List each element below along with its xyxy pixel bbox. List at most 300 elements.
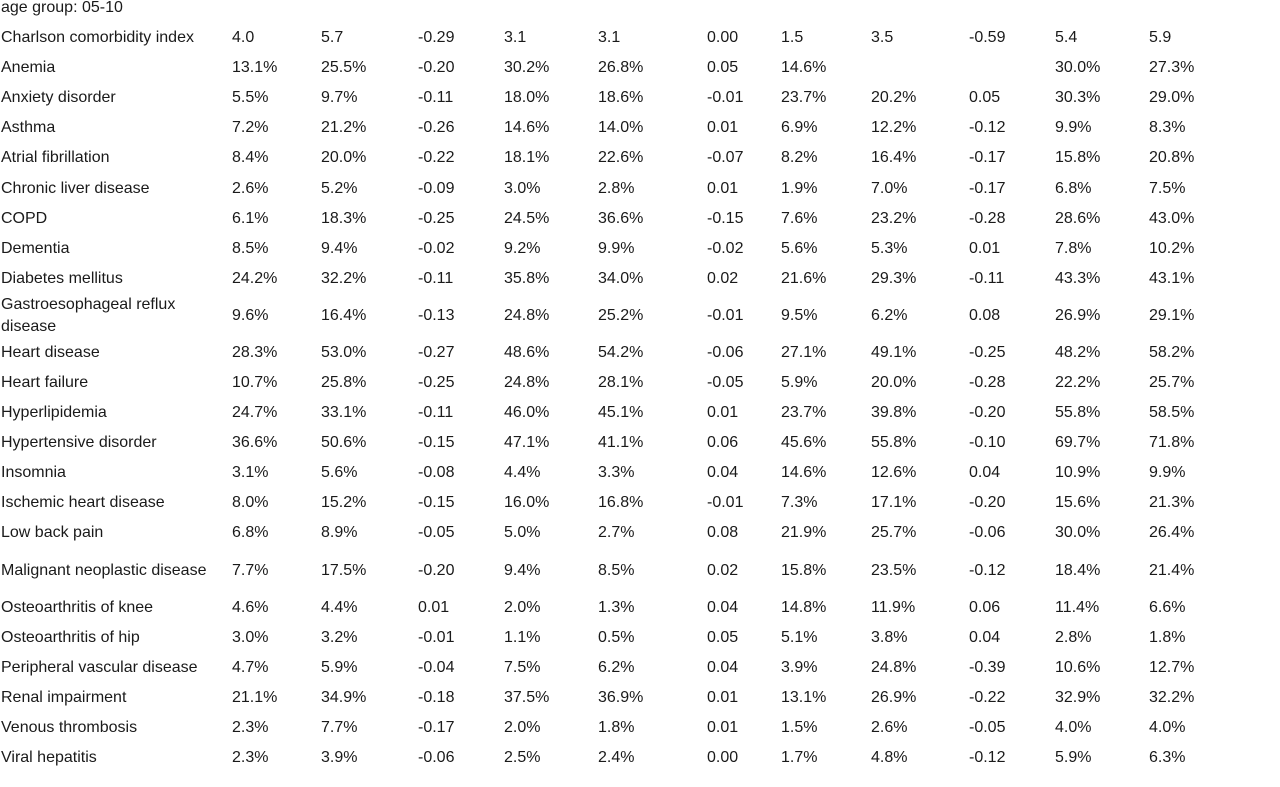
table-cell: -0.15 xyxy=(707,209,744,227)
table-cell: 8.5% xyxy=(598,561,635,579)
table-cell: -0.11 xyxy=(418,89,454,107)
table-cell: 5.9% xyxy=(1055,749,1092,767)
table-cell: 35.8% xyxy=(504,269,550,287)
table-cell: -0.28 xyxy=(969,373,1006,391)
table-cell: 1.3% xyxy=(598,598,635,616)
table-cell: -0.11 xyxy=(969,269,1005,287)
table-cell: 45.1% xyxy=(598,404,644,422)
table-cell: 1.5 xyxy=(781,29,804,47)
table-cell: 15.6% xyxy=(1055,494,1101,512)
table-cell: 25.2% xyxy=(598,306,644,324)
row-label: Hypertensive disorder xyxy=(1,434,157,452)
table-cell: -0.20 xyxy=(969,494,1006,512)
table-cell: 25.5% xyxy=(321,59,367,77)
table-cell: 9.7% xyxy=(321,89,358,107)
table-cell: 10.9% xyxy=(1055,464,1101,482)
table-cell: 16.4% xyxy=(321,306,367,324)
table-cell: 0.01 xyxy=(707,179,739,197)
row-label: Atrial fibrillation xyxy=(1,149,110,167)
table-cell: 22.2% xyxy=(1055,373,1101,391)
table-cell: 10.6% xyxy=(1055,658,1101,676)
table-cell: 9.4% xyxy=(321,239,358,257)
table-cell: 5.5% xyxy=(232,89,269,107)
table-cell: 0.01 xyxy=(707,688,739,706)
table-cell: -0.15 xyxy=(418,434,455,452)
table-cell: -0.12 xyxy=(969,561,1006,579)
table-cell: -0.01 xyxy=(707,89,744,107)
table-cell: 12.2% xyxy=(871,119,917,137)
table-cell: 5.6% xyxy=(321,464,358,482)
table-cell: 37.5% xyxy=(504,688,550,706)
table-cell: 21.6% xyxy=(781,269,827,287)
table-cell: 0.05 xyxy=(969,89,1001,107)
table-cell: 0.00 xyxy=(707,749,739,767)
row-label: Hyperlipidemia xyxy=(1,404,107,422)
table-cell: 4.0% xyxy=(1055,718,1092,736)
table-cell: 0.04 xyxy=(707,598,739,616)
table-cell: 4.0% xyxy=(1149,718,1186,736)
table-row xyxy=(0,264,1280,294)
table-cell: 36.9% xyxy=(598,688,644,706)
row-label: Peripheral vascular disease xyxy=(1,658,198,676)
table-cell: 9.6% xyxy=(232,306,269,324)
table-cell: 9.2% xyxy=(504,239,541,257)
table-cell: 7.6% xyxy=(781,209,818,227)
table-cell: 6.9% xyxy=(781,119,818,137)
table-cell: -0.22 xyxy=(418,149,455,167)
table-cell: 6.2% xyxy=(871,306,908,324)
table-cell: -0.02 xyxy=(707,239,744,257)
row-label: Osteoarthritis of knee xyxy=(1,598,154,616)
table-cell: 25.7% xyxy=(871,524,917,542)
table-cell: 7.8% xyxy=(1055,239,1092,257)
table-cell: 55.8% xyxy=(871,434,917,452)
table-cell: 0.04 xyxy=(969,628,1001,646)
table-cell: 0.05 xyxy=(707,628,739,646)
table-cell: 24.7% xyxy=(232,404,278,422)
table-cell: 20.0% xyxy=(871,373,917,391)
table-cell: 21.2% xyxy=(321,119,367,137)
table-cell: 0.08 xyxy=(707,524,739,542)
table-cell: 9.4% xyxy=(504,561,541,579)
table-cell: 3.0% xyxy=(232,628,269,646)
table-cell: 12.7% xyxy=(1149,658,1195,676)
table-cell: 10.7% xyxy=(232,373,278,391)
table-cell: 58.5% xyxy=(1149,404,1195,422)
table-cell: 45.6% xyxy=(781,434,827,452)
table-cell: -0.07 xyxy=(707,149,744,167)
table-cell: 0.00 xyxy=(707,29,739,47)
table-cell: 6.2% xyxy=(598,658,635,676)
table-cell: 20.0% xyxy=(321,149,367,167)
table-cell: 18.4% xyxy=(1055,561,1101,579)
table-cell: 6.3% xyxy=(1149,749,1186,767)
table-cell: 0.02 xyxy=(707,561,739,579)
table-cell: 49.1% xyxy=(871,343,917,361)
table-cell: -0.01 xyxy=(418,628,455,646)
row-label: Heart failure xyxy=(1,373,89,391)
table-cell: 21.3% xyxy=(1149,494,1195,512)
table-row xyxy=(0,83,1280,113)
table-cell: 1.5% xyxy=(781,718,818,736)
table-cell: 1.9% xyxy=(781,179,818,197)
row-label: Viral hepatitis xyxy=(1,749,97,767)
row-label: Low back pain xyxy=(1,524,104,542)
table-cell: 2.4% xyxy=(598,749,635,767)
table-cell: 32.2% xyxy=(321,269,367,287)
table-row xyxy=(0,488,1280,518)
table-row xyxy=(0,398,1280,428)
row-label: COPD xyxy=(1,209,48,227)
row-label: Venous thrombosis xyxy=(1,718,138,736)
table-cell: 23.7% xyxy=(781,404,827,422)
table-cell: -0.29 xyxy=(418,29,455,47)
table-cell: 3.2% xyxy=(321,628,358,646)
table-cell: 2.8% xyxy=(598,179,635,197)
table-cell: 36.6% xyxy=(598,209,644,227)
table-cell: 2.0% xyxy=(504,598,541,616)
table-cell: 4.0 xyxy=(232,29,255,47)
table-cell: 7.5% xyxy=(504,658,541,676)
table-cell: -0.06 xyxy=(418,749,455,767)
table-cell: 28.1% xyxy=(598,373,644,391)
table-cell: -0.27 xyxy=(418,343,455,361)
table-row xyxy=(0,338,1280,368)
table-cell: 0.5% xyxy=(598,628,635,646)
table-cell: 14.6% xyxy=(504,119,550,137)
table-cell: 14.8% xyxy=(781,598,827,616)
table-cell: 17.5% xyxy=(321,561,367,579)
table-cell: 24.5% xyxy=(504,209,550,227)
table-cell: 29.1% xyxy=(1149,306,1195,324)
table-cell: -0.20 xyxy=(969,404,1006,422)
table-cell: -0.12 xyxy=(969,749,1006,767)
table-cell: 4.8% xyxy=(871,749,908,767)
table-cell: 3.9% xyxy=(781,658,818,676)
row-label: Renal impairment xyxy=(1,688,127,706)
table-cell: 6.6% xyxy=(1149,598,1186,616)
table-cell: 50.6% xyxy=(321,434,367,452)
table-cell: 54.2% xyxy=(598,343,644,361)
table-cell: 9.9% xyxy=(1149,464,1186,482)
table-cell: -0.05 xyxy=(418,524,455,542)
table-cell: 24.8% xyxy=(504,373,550,391)
table-cell: 12.6% xyxy=(871,464,917,482)
table-row xyxy=(0,204,1280,234)
row-label: Charlson comorbidity index xyxy=(1,29,194,47)
table-cell: -0.15 xyxy=(418,494,455,512)
table-cell: 34.9% xyxy=(321,688,367,706)
table-cell: -0.09 xyxy=(418,179,455,197)
table-cell: 24.8% xyxy=(871,658,917,676)
row-label: Gastroesophageal reflux disease xyxy=(1,295,176,335)
table-cell: 23.7% xyxy=(781,89,827,107)
row-label: Diabetes mellitus xyxy=(1,269,123,287)
table-cell: 43.1% xyxy=(1149,269,1195,287)
table-cell: 8.3% xyxy=(1149,119,1186,137)
table-cell: 20.8% xyxy=(1149,149,1195,167)
table-cell: 46.0% xyxy=(504,404,550,422)
table-cell: 0.06 xyxy=(969,598,1001,616)
table-cell: 23.2% xyxy=(871,209,917,227)
row-label: Osteoarthritis of hip xyxy=(1,628,140,646)
table-cell: 5.9% xyxy=(321,658,358,676)
table-cell: 25.7% xyxy=(1149,373,1195,391)
table-cell: 8.9% xyxy=(321,524,358,542)
table-cell: 7.7% xyxy=(321,718,358,736)
table-cell: 3.8% xyxy=(871,628,908,646)
table-cell: 30.2% xyxy=(504,59,550,77)
table-cell: 13.1% xyxy=(781,688,827,706)
table-cell: 0.01 xyxy=(707,119,739,137)
table-cell: 4.4% xyxy=(321,598,358,616)
row-label: Chronic liver disease xyxy=(1,179,150,197)
table-cell: 15.8% xyxy=(781,561,827,579)
table-cell: 36.6% xyxy=(232,434,278,452)
table-cell: 5.9 xyxy=(1149,29,1172,47)
table-cell: 25.8% xyxy=(321,373,367,391)
row-label: Dementia xyxy=(1,239,70,257)
table-row xyxy=(0,713,1280,743)
table-cell: 7.0% xyxy=(871,179,908,197)
table-cell: -0.06 xyxy=(969,524,1006,542)
table-cell: 9.9% xyxy=(598,239,635,257)
comorbidity-table xyxy=(0,23,1280,773)
table-cell: 0.01 xyxy=(418,598,450,616)
table-cell: 34.0% xyxy=(598,269,644,287)
table-cell: -0.22 xyxy=(969,688,1006,706)
table-cell: -0.01 xyxy=(707,306,744,324)
table-cell: -0.25 xyxy=(418,373,455,391)
table-cell: 28.3% xyxy=(232,343,278,361)
table-cell: 24.2% xyxy=(232,269,278,287)
table-cell: -0.59 xyxy=(969,29,1006,47)
table-cell: 5.1% xyxy=(781,628,818,646)
table-cell: 26.9% xyxy=(1055,306,1101,324)
table-cell: 3.1 xyxy=(504,29,527,47)
table-cell: 16.4% xyxy=(871,149,917,167)
table-cell: 2.6% xyxy=(232,179,269,197)
table-cell: 27.1% xyxy=(781,343,827,361)
table-cell: 43.3% xyxy=(1055,269,1101,287)
row-label: Heart disease xyxy=(1,343,100,361)
table-cell: -0.10 xyxy=(969,434,1006,452)
table-cell: 47.1% xyxy=(504,434,550,452)
table-row xyxy=(0,683,1280,713)
table-cell: 30.0% xyxy=(1055,59,1101,77)
table-cell: 8.5% xyxy=(232,239,269,257)
table-row xyxy=(0,53,1280,83)
table-cell: 7.5% xyxy=(1149,179,1186,197)
table-cell: -0.05 xyxy=(969,718,1006,736)
table-row xyxy=(0,653,1280,683)
table-cell: -0.39 xyxy=(969,658,1006,676)
table-cell: 7.2% xyxy=(232,119,269,137)
table-cell: 17.1% xyxy=(871,494,917,512)
table-cell: 8.2% xyxy=(781,149,818,167)
table-cell: 0.04 xyxy=(969,464,1001,482)
table-cell: 27.3% xyxy=(1149,59,1195,77)
table-cell: -0.18 xyxy=(418,688,455,706)
table-cell: 1.8% xyxy=(1149,628,1186,646)
table-cell: 18.6% xyxy=(598,89,644,107)
table-cell: 1.7% xyxy=(781,749,818,767)
row-label: Ischemic heart disease xyxy=(1,494,165,512)
table-cell: -0.17 xyxy=(969,179,1006,197)
table-cell: 3.9% xyxy=(321,749,358,767)
table-body xyxy=(0,23,1280,773)
table-cell: 2.3% xyxy=(232,749,269,767)
table-cell: 18.0% xyxy=(504,89,550,107)
table-cell: 8.4% xyxy=(232,149,269,167)
table-row xyxy=(0,143,1280,173)
table-cell: 0.01 xyxy=(969,239,1001,257)
table-cell: 26.9% xyxy=(871,688,917,706)
table-row xyxy=(0,294,1280,338)
table-cell: 3.1 xyxy=(598,29,621,47)
table-cell: 2.3% xyxy=(232,718,269,736)
table-cell: 32.2% xyxy=(1149,688,1195,706)
table-cell: 6.1% xyxy=(232,209,269,227)
table-cell: 5.6% xyxy=(781,239,818,257)
table-cell: 3.5 xyxy=(871,29,894,47)
table-cell: 2.8% xyxy=(1055,628,1092,646)
table-cell: 32.9% xyxy=(1055,688,1101,706)
table-cell xyxy=(969,53,1055,83)
table-cell: -0.28 xyxy=(969,209,1006,227)
table-cell: 4.7% xyxy=(232,658,269,676)
table-cell: 20.2% xyxy=(871,89,917,107)
table-cell: 4.6% xyxy=(232,598,269,616)
table-row xyxy=(0,113,1280,143)
table-row xyxy=(0,23,1280,53)
table-cell: -0.25 xyxy=(969,343,1006,361)
table-cell: 43.0% xyxy=(1149,209,1195,227)
table-cell: 15.8% xyxy=(1055,149,1101,167)
table-cell: 21.1% xyxy=(232,688,278,706)
table-cell: 41.1% xyxy=(598,434,644,452)
table-cell: 10.2% xyxy=(1149,239,1195,257)
table-cell: 2.5% xyxy=(504,749,541,767)
table-cell: -0.01 xyxy=(707,494,744,512)
table-cell: 13.1% xyxy=(232,59,278,77)
table-cell: 23.5% xyxy=(871,561,917,579)
table-cell: 5.4 xyxy=(1055,29,1078,47)
table-cell: 26.4% xyxy=(1149,524,1195,542)
table-row xyxy=(0,458,1280,488)
table-cell: -0.11 xyxy=(418,404,454,422)
table-cell: 3.3% xyxy=(598,464,635,482)
table-cell: -0.17 xyxy=(418,718,455,736)
table-cell: 14.6% xyxy=(781,464,827,482)
table-cell: -0.20 xyxy=(418,561,455,579)
table-cell: -0.11 xyxy=(418,269,454,287)
row-label: Anxiety disorder xyxy=(1,89,116,107)
table-cell: 15.2% xyxy=(321,494,367,512)
table-cell: 53.0% xyxy=(321,343,367,361)
table-cell: 5.9% xyxy=(781,373,818,391)
table-cell: 3.1% xyxy=(232,464,269,482)
table-cell: 16.0% xyxy=(504,494,550,512)
table-cell: 24.8% xyxy=(504,306,550,324)
table-cell: 0.04 xyxy=(707,658,739,676)
table-cell: 2.0% xyxy=(504,718,541,736)
table-cell: 0.04 xyxy=(707,464,739,482)
table-cell: 1.8% xyxy=(598,718,635,736)
table-cell: 14.0% xyxy=(598,119,644,137)
row-label: Insomnia xyxy=(1,464,66,482)
table-cell: 7.3% xyxy=(781,494,818,512)
table-cell: 48.6% xyxy=(504,343,550,361)
table-cell: 0.02 xyxy=(707,269,739,287)
table-cell: 69.7% xyxy=(1055,434,1101,452)
age-group-label: age group: 05-10 xyxy=(1,0,123,16)
table-cell: 30.0% xyxy=(1055,524,1101,542)
table-cell: 8.0% xyxy=(232,494,269,512)
table-cell: 39.8% xyxy=(871,404,917,422)
table-cell: 29.3% xyxy=(871,269,917,287)
row-label: Malignant neoplastic disease xyxy=(1,561,207,579)
table-cell: 9.5% xyxy=(781,306,818,324)
table-cell: 71.8% xyxy=(1149,434,1195,452)
table-cell: 4.4% xyxy=(504,464,541,482)
table-row xyxy=(0,743,1280,773)
table-cell: -0.17 xyxy=(969,149,1006,167)
table-cell: -0.06 xyxy=(707,343,744,361)
table-cell: 21.4% xyxy=(1149,561,1195,579)
table-cell: -0.20 xyxy=(418,59,455,77)
table-cell: 2.6% xyxy=(871,718,908,736)
table-cell: 22.6% xyxy=(598,149,644,167)
table-cell xyxy=(871,53,969,83)
table-cell: -0.25 xyxy=(418,209,455,227)
table-cell: 0.06 xyxy=(707,434,739,452)
row-label: Anemia xyxy=(1,59,56,77)
table-cell: 11.9% xyxy=(871,598,916,616)
table-cell: 30.3% xyxy=(1055,89,1101,107)
table-cell: 11.4% xyxy=(1055,598,1100,616)
table-cell: 58.2% xyxy=(1149,343,1195,361)
table-cell: 18.1% xyxy=(504,149,550,167)
table-cell: 0.08 xyxy=(969,306,1001,324)
table-cell: -0.02 xyxy=(418,239,455,257)
table-cell: 0.05 xyxy=(707,59,739,77)
row-label: Asthma xyxy=(1,119,56,137)
table-row xyxy=(0,549,1280,593)
table-cell: 14.6% xyxy=(781,59,827,77)
table-row xyxy=(0,368,1280,398)
table-cell: -0.08 xyxy=(418,464,455,482)
table-cell: 48.2% xyxy=(1055,343,1101,361)
table-cell: 29.0% xyxy=(1149,89,1195,107)
table-cell: 5.7 xyxy=(321,29,344,47)
table-cell: 9.9% xyxy=(1055,119,1092,137)
table-row xyxy=(0,173,1280,203)
table-row xyxy=(0,518,1280,548)
table-cell: 6.8% xyxy=(232,524,269,542)
table-row xyxy=(0,593,1280,623)
table-cell: 0.01 xyxy=(707,718,739,736)
table-cell: 33.1% xyxy=(321,404,367,422)
table-cell: -0.05 xyxy=(707,373,744,391)
table-cell: -0.04 xyxy=(418,658,455,676)
table-cell: 5.3% xyxy=(871,239,908,257)
table-row xyxy=(0,234,1280,264)
table-cell: 0.01 xyxy=(707,404,739,422)
table-row xyxy=(0,428,1280,458)
table-cell: -0.26 xyxy=(418,119,455,137)
table-cell: 5.0% xyxy=(504,524,541,542)
